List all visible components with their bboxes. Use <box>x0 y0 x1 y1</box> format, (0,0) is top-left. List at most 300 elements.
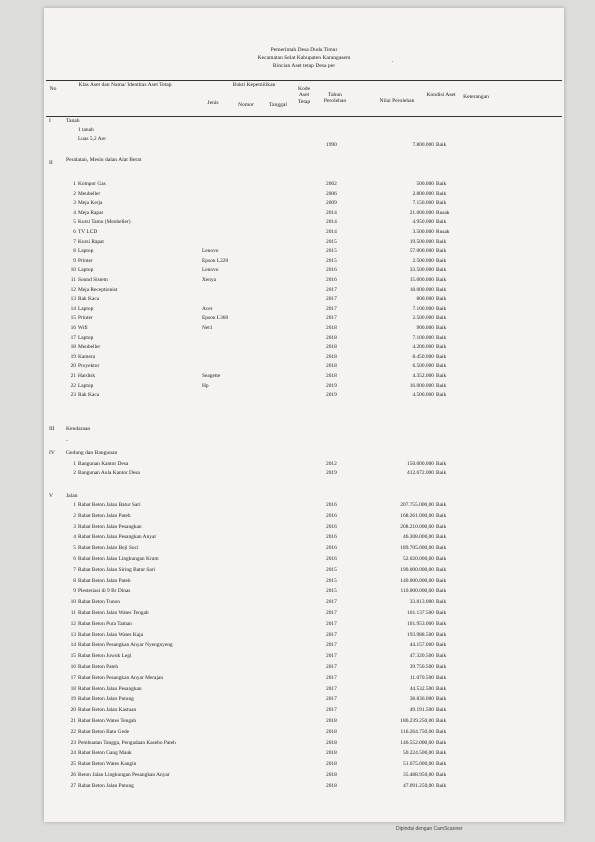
item-year: 1990 <box>326 142 337 148</box>
item-number: 11 <box>70 277 76 283</box>
item-value: 44.157.000 <box>409 642 434 649</box>
item-year: 2012 <box>326 461 337 467</box>
item-condition: Baik <box>436 707 447 714</box>
item-condition: Baik <box>436 588 447 595</box>
item-value: 11.070.500 <box>409 674 434 681</box>
item-value: 47.320.500 <box>409 653 434 660</box>
table-row <box>44 739 564 747</box>
col-header-bukti: Bukti Kepemilikan <box>232 82 276 88</box>
item-number: 6 <box>73 229 76 235</box>
item-number: 22 <box>70 728 76 735</box>
item-value: 2.500.000 <box>412 315 434 322</box>
item-number: 4 <box>73 534 76 541</box>
table-row <box>44 695 564 703</box>
table-row <box>44 512 564 520</box>
table-row <box>44 652 564 660</box>
item-year: 2018 <box>326 325 337 331</box>
table-top-rule <box>46 80 562 81</box>
item-number: 26 <box>70 772 76 778</box>
item-year: 2017 <box>326 599 337 606</box>
item-name: Rabat Beton Pura Taman <box>78 620 132 627</box>
item-value: 168.261.000,00 <box>400 512 434 519</box>
table-row <box>44 782 564 790</box>
item-value: 49.191.500 <box>409 707 434 714</box>
item-name: Kursi Rapat <box>78 238 104 245</box>
item-value: 150.000.000 <box>407 461 434 467</box>
item-value: 39.750.500 <box>409 664 434 670</box>
item-condition: Baik <box>436 610 447 616</box>
item-year: 2017 <box>326 642 337 649</box>
item-condition: Baik <box>436 382 447 389</box>
table-row <box>44 362 564 370</box>
section-number: IV <box>49 450 55 456</box>
table-row <box>44 257 564 265</box>
table-row <box>44 209 564 217</box>
item-value: 207.755.000,00 <box>400 502 434 508</box>
table-row <box>44 228 564 236</box>
section-title: Kendaraan <box>66 426 91 432</box>
item-name: Rabat Beton Jalan Lingkungan Krum <box>78 556 159 562</box>
table-row <box>44 523 564 531</box>
item-name: Laptop <box>78 267 94 274</box>
item-condition: Baik <box>436 577 447 584</box>
item-value: 47.091.250,00 <box>403 782 434 789</box>
item-condition: Baik <box>436 277 447 283</box>
item-name: Meja Receptionist <box>78 286 118 293</box>
item-name: Rabat Beton Pesangkan Anyar Nyengnyeng <box>78 642 173 649</box>
item-name: Wifi <box>78 325 88 331</box>
item-value: 21.000.000 <box>409 209 434 216</box>
item-condition: Baik <box>436 392 447 399</box>
item-value: 146.552.000,00 <box>400 739 434 746</box>
table-row <box>44 286 564 294</box>
item-type: Seagette <box>202 373 221 379</box>
item-year: 2018 <box>326 761 337 768</box>
item-name: Kompor Gas <box>78 181 106 187</box>
item-condition: Baik <box>436 761 447 768</box>
item-year: 2017 <box>326 696 337 703</box>
item-number: 17 <box>70 674 76 681</box>
item-year: 2019 <box>326 392 337 399</box>
list-item <box>44 126 564 134</box>
item-year: 2018 <box>326 334 337 341</box>
item-value: 7.100.000 <box>412 334 434 341</box>
item-condition: Baik <box>436 190 447 197</box>
section-number: III <box>49 426 55 432</box>
item-type: Xenya <box>202 277 217 283</box>
item-value: 116.264.750,00 <box>400 728 434 735</box>
item-year: 2017 <box>326 315 337 322</box>
item-year: 2018 <box>326 363 337 370</box>
table-row <box>44 314 564 322</box>
item-number: 15 <box>70 315 76 322</box>
col-header-keterangan: Keterangan <box>463 94 489 100</box>
item-value: 38.836.000 <box>409 696 434 703</box>
item-value: 900.000 <box>416 325 434 331</box>
item-number: 23 <box>70 392 76 399</box>
item-condition: Baik <box>436 470 447 476</box>
table-row <box>44 706 564 714</box>
table-row <box>44 372 564 380</box>
item-value: 193.988.500 <box>407 631 434 638</box>
item-year: 2017 <box>326 653 337 660</box>
header-line-2: Kecamatan Selat Kabupaten Karangasem <box>257 55 351 61</box>
item-condition: Baik <box>436 142 447 148</box>
table-row <box>44 334 564 342</box>
table-row <box>44 501 564 509</box>
item-number: 16 <box>70 664 76 670</box>
table-row <box>44 566 564 574</box>
item-name: TV LCD <box>78 229 98 235</box>
item-year: 2016 <box>326 277 337 283</box>
item-name: Meja Kerja <box>78 200 103 207</box>
table-row <box>44 544 564 552</box>
item-value: 186.239.250,00 <box>400 718 434 724</box>
item-condition: Baik <box>436 772 447 778</box>
item-number: 7 <box>73 566 76 573</box>
item-number: 4 <box>73 209 76 216</box>
item-name: Meja Rapat <box>78 209 103 216</box>
item-number: 25 <box>70 761 76 768</box>
section-title: Jalan <box>66 493 78 499</box>
item-condition: Baik <box>436 739 447 746</box>
item-number: 5 <box>73 545 76 552</box>
item-year: 2018 <box>326 353 337 360</box>
table-row <box>44 276 564 284</box>
item-name: Laptop <box>78 248 94 255</box>
item-year: 2017 <box>326 620 337 627</box>
table-row <box>44 190 564 198</box>
item-name: Meubeller <box>78 344 101 351</box>
item-number: 9 <box>73 257 76 264</box>
item-value: 19.500.000 <box>409 238 434 245</box>
item-condition: Baik <box>436 599 447 606</box>
item-year: 2016 <box>326 512 337 519</box>
item-name: Pembuatan Tangga, Pengadaan Kasebo Pateh <box>78 739 176 746</box>
item-name: Rabat Beton Jalan Putung <box>78 696 134 703</box>
item-condition: Baik <box>436 334 447 341</box>
stray-mark: . <box>392 58 394 64</box>
item-value: 50.224.500,00 <box>403 750 434 757</box>
item-condition: Baik <box>436 728 447 735</box>
item-year: 2018 <box>326 772 337 778</box>
item-name: Bangunan Aula Kantor Desa <box>78 470 140 476</box>
table-row <box>44 577 564 585</box>
item-year: 2002 <box>326 181 337 187</box>
item-value: 4.500.000 <box>412 392 434 399</box>
item-name: Rabat Beton Jalan Beji Suci <box>78 545 139 552</box>
item-number: 14 <box>70 642 76 649</box>
table-row <box>44 247 564 255</box>
item-condition: Baik <box>436 545 447 552</box>
item-name: Rabat Beton Jalan Pesangkan <box>78 685 142 692</box>
item-value: 189.705.000,00 <box>400 545 434 552</box>
item-number: 12 <box>70 620 76 627</box>
table-row <box>44 760 564 768</box>
item-condition: Baik <box>436 267 447 274</box>
item-name: Rabat Beton Tunon <box>78 599 120 606</box>
item-number: 14 <box>70 305 76 312</box>
item-year: 2018 <box>326 373 337 379</box>
item-name: Rak Kaca <box>78 392 100 399</box>
item-name: Meubeller <box>78 190 101 197</box>
item-year: 2017 <box>326 610 337 616</box>
item-value: 4.200.000 <box>412 344 434 351</box>
item-number: 9 <box>73 588 76 595</box>
item-number: 8 <box>73 248 76 255</box>
item-name: Rabat Beton Wates Kangin <box>78 761 137 768</box>
item-year: 2018 <box>326 750 337 757</box>
item-number: 18 <box>70 685 76 692</box>
item-type: Hp <box>202 382 209 389</box>
item-condition: Baik <box>436 620 447 627</box>
item-year: 2017 <box>326 296 337 303</box>
item-name: Rabat Beton Jalan Pateh <box>78 577 131 584</box>
item-year: 2018 <box>326 718 337 724</box>
item-type: Net1 <box>202 325 213 331</box>
item-number: 19 <box>70 696 76 703</box>
item-condition: Rusak <box>436 229 450 235</box>
item-year: 2017 <box>326 664 337 670</box>
table-row <box>44 343 564 351</box>
item-number: 21 <box>70 718 76 724</box>
table-row <box>44 598 564 606</box>
item-name: Rabat Beton Jalan Pesangkan <box>78 523 142 530</box>
item-condition: Baik <box>436 556 447 562</box>
item-type: Epson L220 <box>202 257 229 264</box>
item-value: 52.020.000,00 <box>403 556 434 562</box>
item-value: 412.672.000 <box>407 470 434 476</box>
item-year: 2017 <box>326 305 337 312</box>
scanner-watermark: Dipindai dengan CamScanner <box>396 826 463 832</box>
item-number: 17 <box>70 334 76 341</box>
item-name: Rabat Beton Jalan Pateh <box>78 512 131 519</box>
item-year: 2016 <box>326 523 337 530</box>
item-number: 21 <box>70 373 76 379</box>
item-name: Laptop <box>78 305 94 312</box>
item-name: Proyektor <box>78 363 100 370</box>
header-line-3: Rincian Aset tetap Desa per <box>272 63 336 69</box>
item-value: 18.000.000 <box>409 286 434 293</box>
item-year: 2015 <box>326 238 337 245</box>
table-row <box>44 555 564 563</box>
col-header-jenis: Jenis <box>207 100 219 106</box>
item-name: Bangunan Kantor Desa <box>78 461 129 467</box>
item-number: 11 <box>70 610 76 616</box>
item-condition: Baik <box>436 523 447 530</box>
item-number: 22 <box>70 382 76 389</box>
item-condition: Rusak <box>436 209 450 216</box>
table-row <box>44 674 564 682</box>
item-number: 3 <box>73 200 76 207</box>
item-condition: Baik <box>436 200 447 207</box>
item-year: 2015 <box>326 588 337 595</box>
item-value: 4.352.000 <box>412 373 434 379</box>
item-condition: Baik <box>436 534 447 541</box>
item-condition: Baik <box>436 344 447 351</box>
item-name: Rabat Beton Juwuk Legi <box>78 653 132 660</box>
item-value: 46.308.000,00 <box>403 534 434 541</box>
item-year: 2016 <box>326 502 337 508</box>
item-value: 16.000.000 <box>409 382 434 389</box>
item-condition: Baik <box>436 315 447 322</box>
item-value: 3.500.000 <box>412 229 434 235</box>
item-name: Sound Sistem <box>78 277 108 283</box>
item-value: 51.675.000,00 <box>403 761 434 768</box>
item-condition: Baik <box>436 363 447 370</box>
item-year: 2017 <box>326 286 337 293</box>
item-name: Rabat Beton Jalan Wates Kaja <box>78 631 144 638</box>
section-number: V <box>49 493 54 499</box>
item-condition: Baik <box>436 782 447 789</box>
item-condition: Baik <box>436 631 447 638</box>
item-type: Lenovo <box>202 267 219 274</box>
item-value: 15.000.000 <box>409 277 434 283</box>
item-condition: Baik <box>436 566 447 573</box>
table-row <box>44 685 564 693</box>
item-name: Beton Jalan Lingkungan Pesangkan Anyar <box>78 772 170 778</box>
item-condition: Baik <box>436 238 447 245</box>
item-number: 24 <box>70 750 76 757</box>
item-condition: Baik <box>436 718 447 724</box>
item-condition: Baik <box>436 181 447 187</box>
item-number: 1 <box>73 181 76 187</box>
item-number: 1 <box>73 502 76 508</box>
item-condition: Baik <box>436 353 447 360</box>
item-value: 33.813.000 <box>409 599 434 606</box>
item-year: 2015 <box>326 577 337 584</box>
table-row <box>44 663 564 671</box>
item-condition: Baik <box>436 512 447 519</box>
item-name: Laptop <box>78 334 94 341</box>
item-number: 16 <box>70 325 76 331</box>
col-header-kode: Kode Aset Tetap <box>297 86 311 105</box>
table-row <box>44 469 564 477</box>
item-name: Rabat Beton Jalan Wates Tengah <box>78 610 149 616</box>
item-value: 2.500.000 <box>412 257 434 264</box>
item-number: 19 <box>70 353 76 360</box>
item-value: 8.450.000 <box>412 353 434 360</box>
item-name: Rabat Beton Jalan Putung <box>78 782 134 789</box>
table-row <box>44 218 564 226</box>
item-type: Epson L360 <box>202 315 229 322</box>
table-row <box>44 238 564 246</box>
item-number: 12 <box>70 286 76 293</box>
item-value: 140.000.000,00 <box>400 577 434 584</box>
table-row <box>44 382 564 390</box>
item-year: 2018 <box>326 782 337 789</box>
item-number: 2 <box>73 512 76 519</box>
item-name: Rabat Beton Jalan Batur Sari <box>78 502 141 508</box>
col-header-klas: Klas Aset dan Nama/ Identitas Aset Tetap <box>78 82 172 88</box>
table-row <box>44 266 564 274</box>
item-condition: Baik <box>436 219 447 226</box>
item-value: 190.000.000,00 <box>400 566 434 573</box>
item-value: 57.000.000 <box>409 248 434 255</box>
table-row <box>44 199 564 207</box>
item-condition: Baik <box>436 296 447 303</box>
item-name: Kamera <box>78 353 96 360</box>
list-item <box>44 135 564 148</box>
item-value: 208.210.000,00 <box>400 523 434 530</box>
col-header-nomor: Nomor <box>238 102 254 108</box>
item-number: 23 <box>70 739 76 746</box>
item-condition: Baik <box>436 305 447 312</box>
item-value: 44.532.500 <box>409 685 434 692</box>
item-value: 2.800.000 <box>412 190 434 197</box>
item-name: Rabat Beton Pateh <box>78 664 119 670</box>
item-value: 35.488.950,00 <box>403 772 434 778</box>
col-header-no: No <box>49 86 57 92</box>
item-number: 1 <box>73 461 76 467</box>
item-name: Rak Kaca <box>78 296 100 303</box>
table-row <box>44 609 564 617</box>
item-condition: Baik <box>436 248 447 255</box>
item-year: 2018 <box>326 739 337 746</box>
table-row <box>44 305 564 313</box>
section-number: I <box>49 118 51 124</box>
item-year: 2016 <box>326 267 337 274</box>
item-name: Rabat Beton Jalan Kastuan <box>78 707 137 714</box>
item-condition: Baik <box>436 664 447 670</box>
item-number: 7 <box>73 238 76 245</box>
item-number: 20 <box>70 363 76 370</box>
item-condition: Baik <box>436 461 447 467</box>
item-type: Lenovo <box>202 248 219 255</box>
item-year: 2015 <box>326 566 337 573</box>
kendaraan-dash: - <box>66 438 68 444</box>
item-year: 2016 <box>326 534 337 541</box>
header-bottom-rule <box>46 116 562 117</box>
item-condition: Baik <box>436 653 447 660</box>
item-number: 20 <box>70 707 76 714</box>
item-name: Rabat Beton Gang Mauk <box>78 750 132 757</box>
item-name: Plesteriasi di 9 Br Dinas <box>78 588 131 595</box>
item-name: Rabat Beton Jalan Siring Batur Sari <box>78 566 156 573</box>
table-row <box>44 771 564 779</box>
item-year: 2014 <box>326 219 337 226</box>
col-header-tahun: Tahun Perolehan <box>323 92 347 105</box>
table-row <box>44 620 564 628</box>
section-number: II <box>49 160 53 166</box>
item-name: Printer <box>78 315 93 322</box>
item-number: 3 <box>73 523 76 530</box>
item-condition: Baik <box>436 325 447 331</box>
item-condition: Baik <box>436 685 447 692</box>
item-value: 33.500.000 <box>409 267 434 274</box>
col-header-kondisi: Kondisi Aset <box>426 92 456 98</box>
item-condition: Baik <box>436 373 447 379</box>
item-name: Rabat Beton Wates Tengah <box>78 718 137 724</box>
document-page <box>44 8 564 822</box>
item-number: 5 <box>73 219 76 226</box>
item-value: 7.150.000 <box>412 200 434 207</box>
item-number: 10 <box>70 267 76 274</box>
col-header-tanggal: Tanggal <box>269 102 287 108</box>
table-row <box>44 587 564 595</box>
section-title: Gedung dan Bangunan <box>66 450 118 456</box>
item-value: 161.137.500 <box>407 610 434 616</box>
item-number: 13 <box>70 631 76 638</box>
item-number: 8 <box>73 577 76 584</box>
table-row <box>44 391 564 399</box>
item-year: 2016 <box>326 545 337 552</box>
item-year: 2014 <box>326 229 337 235</box>
item-year: 2014 <box>326 209 337 216</box>
item-year: 2006 <box>326 190 337 197</box>
item-number: 2 <box>73 190 76 197</box>
item-number: 2 <box>73 470 76 476</box>
